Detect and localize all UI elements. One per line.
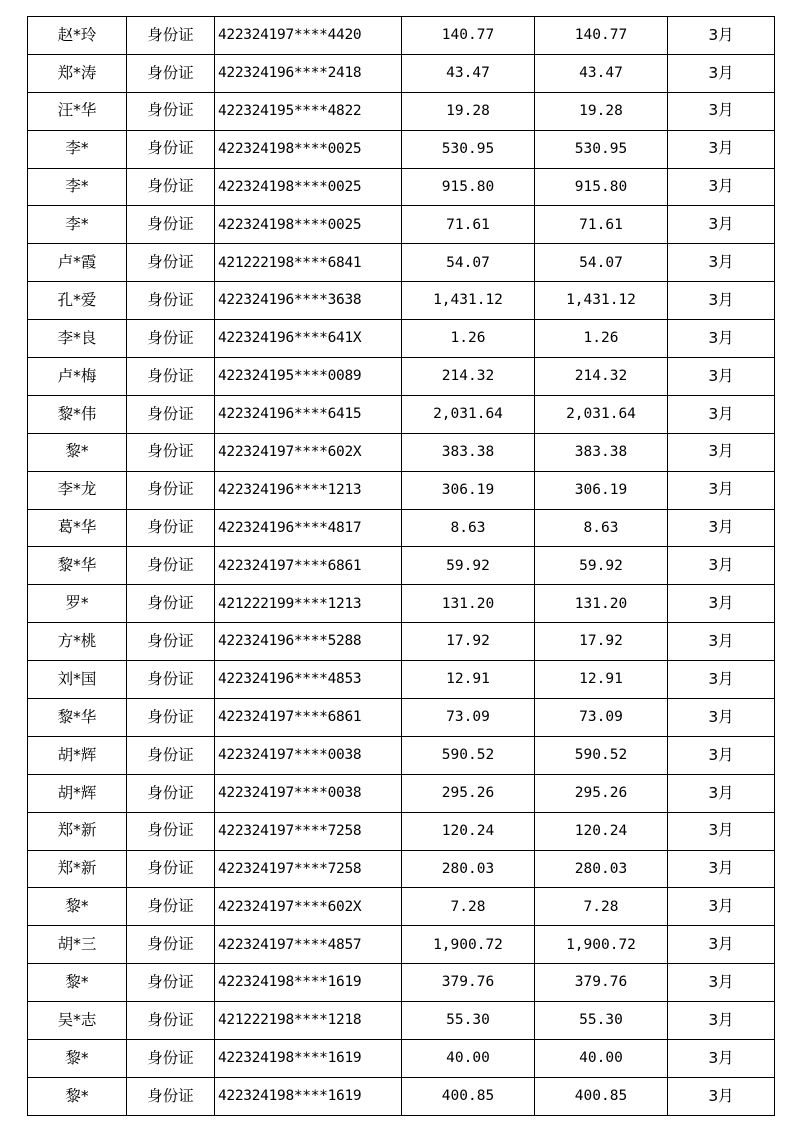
id-type-cell: 身份证 — [127, 926, 215, 964]
name-cell: 葛*华 — [28, 509, 127, 547]
table-row — [28, 282, 775, 320]
id-number-cell: 421222198****6841 — [215, 244, 402, 282]
amount-cell: 7.28 — [402, 888, 535, 926]
payment-table — [27, 16, 775, 1116]
table-row — [28, 92, 775, 130]
id-type-cell: 身份证 — [127, 168, 215, 206]
name-cell: 李*良 — [28, 320, 127, 358]
month-cell: 3月 — [668, 433, 775, 471]
table-row — [28, 509, 775, 547]
month-cell: 3月 — [668, 130, 775, 168]
id-number-cell: 422324197****7258 — [215, 850, 402, 888]
amount-cell: 120.24 — [402, 812, 535, 850]
table-row — [28, 699, 775, 737]
amount-total-cell: 214.32 — [535, 358, 668, 396]
amount-total-cell: 915.80 — [535, 168, 668, 206]
amount-cell: 306.19 — [402, 471, 535, 509]
name-cell: 李* — [28, 168, 127, 206]
month-cell: 3月 — [668, 661, 775, 699]
table-row — [28, 433, 775, 471]
id-type-cell: 身份证 — [127, 433, 215, 471]
month-cell: 3月 — [668, 547, 775, 585]
amount-total-cell: 17.92 — [535, 623, 668, 661]
id-number-cell: 422324197****0038 — [215, 736, 402, 774]
amount-total-cell: 1.26 — [535, 320, 668, 358]
name-cell: 黎*华 — [28, 547, 127, 585]
id-type-cell: 身份证 — [127, 471, 215, 509]
id-number-cell: 422324196****6415 — [215, 395, 402, 433]
amount-cell: 530.95 — [402, 130, 535, 168]
id-number-cell: 422324196****1213 — [215, 471, 402, 509]
amount-total-cell: 120.24 — [535, 812, 668, 850]
amount-cell: 17.92 — [402, 623, 535, 661]
amount-cell: 400.85 — [402, 1077, 535, 1115]
amount-total-cell: 7.28 — [535, 888, 668, 926]
month-cell: 3月 — [668, 964, 775, 1002]
id-number-cell: 422324196****641X — [215, 320, 402, 358]
id-number-cell: 422324197****0038 — [215, 774, 402, 812]
amount-total-cell: 40.00 — [535, 1040, 668, 1078]
table-body — [28, 17, 775, 1116]
month-cell: 3月 — [668, 812, 775, 850]
month-cell: 3月 — [668, 509, 775, 547]
amount-cell: 73.09 — [402, 699, 535, 737]
amount-cell: 59.92 — [402, 547, 535, 585]
table-row — [28, 1077, 775, 1115]
month-cell: 3月 — [668, 395, 775, 433]
id-number-cell: 422324195****0089 — [215, 358, 402, 396]
month-cell: 3月 — [668, 168, 775, 206]
amount-cell: 379.76 — [402, 964, 535, 1002]
table-row — [28, 206, 775, 244]
amount-total-cell: 12.91 — [535, 661, 668, 699]
amount-total-cell: 19.28 — [535, 92, 668, 130]
table-row — [28, 964, 775, 1002]
table-row — [28, 54, 775, 92]
amount-cell: 295.26 — [402, 774, 535, 812]
amount-total-cell: 306.19 — [535, 471, 668, 509]
amount-total-cell: 590.52 — [535, 736, 668, 774]
month-cell: 3月 — [668, 17, 775, 55]
id-number-cell: 422324196****5288 — [215, 623, 402, 661]
amount-total-cell: 295.26 — [535, 774, 668, 812]
amount-cell: 54.07 — [402, 244, 535, 282]
month-cell: 3月 — [668, 585, 775, 623]
id-number-cell: 421222199****1213 — [215, 585, 402, 623]
name-cell: 卢*梅 — [28, 358, 127, 396]
amount-cell: 214.32 — [402, 358, 535, 396]
table-row — [28, 168, 775, 206]
amount-cell: 40.00 — [402, 1040, 535, 1078]
table-row — [28, 395, 775, 433]
id-type-cell: 身份证 — [127, 699, 215, 737]
id-number-cell: 422324198****1619 — [215, 1040, 402, 1078]
id-type-cell: 身份证 — [127, 54, 215, 92]
id-type-cell: 身份证 — [127, 774, 215, 812]
id-type-cell: 身份证 — [127, 736, 215, 774]
table-row — [28, 774, 775, 812]
amount-total-cell: 71.61 — [535, 206, 668, 244]
table-row — [28, 736, 775, 774]
month-cell: 3月 — [668, 92, 775, 130]
table-row — [28, 130, 775, 168]
amount-cell: 1.26 — [402, 320, 535, 358]
id-type-cell: 身份证 — [127, 395, 215, 433]
amount-cell: 2,031.64 — [402, 395, 535, 433]
id-type-cell: 身份证 — [127, 1040, 215, 1078]
month-cell: 3月 — [668, 54, 775, 92]
id-number-cell: 422324197****6861 — [215, 699, 402, 737]
table-row — [28, 358, 775, 396]
month-cell: 3月 — [668, 699, 775, 737]
name-cell: 刘*国 — [28, 661, 127, 699]
month-cell: 3月 — [668, 850, 775, 888]
amount-total-cell: 73.09 — [535, 699, 668, 737]
month-cell: 3月 — [668, 358, 775, 396]
amount-cell: 12.91 — [402, 661, 535, 699]
id-number-cell: 422324196****4853 — [215, 661, 402, 699]
id-type-cell: 身份证 — [127, 358, 215, 396]
name-cell: 卢*霞 — [28, 244, 127, 282]
month-cell: 3月 — [668, 736, 775, 774]
id-type-cell: 身份证 — [127, 1002, 215, 1040]
id-number-cell: 422324198****1619 — [215, 1077, 402, 1115]
id-number-cell: 422324197****602X — [215, 888, 402, 926]
table-row — [28, 17, 775, 55]
amount-cell: 280.03 — [402, 850, 535, 888]
month-cell: 3月 — [668, 1040, 775, 1078]
amount-total-cell: 140.77 — [535, 17, 668, 55]
id-number-cell: 422324197****4420 — [215, 17, 402, 55]
month-cell: 3月 — [668, 774, 775, 812]
month-cell: 3月 — [668, 926, 775, 964]
month-cell: 3月 — [668, 1002, 775, 1040]
id-type-cell: 身份证 — [127, 244, 215, 282]
amount-total-cell: 8.63 — [535, 509, 668, 547]
name-cell: 李*龙 — [28, 471, 127, 509]
amount-cell: 71.61 — [402, 206, 535, 244]
id-number-cell: 422324196****3638 — [215, 282, 402, 320]
id-number-cell: 422324196****2418 — [215, 54, 402, 92]
name-cell: 李* — [28, 206, 127, 244]
name-cell: 罗* — [28, 585, 127, 623]
table-row — [28, 320, 775, 358]
amount-cell: 55.30 — [402, 1002, 535, 1040]
table-row — [28, 623, 775, 661]
month-cell: 3月 — [668, 1077, 775, 1115]
id-type-cell: 身份证 — [127, 888, 215, 926]
amount-cell: 43.47 — [402, 54, 535, 92]
id-number-cell: 422324196****4817 — [215, 509, 402, 547]
name-cell: 胡*三 — [28, 926, 127, 964]
table-row — [28, 888, 775, 926]
id-type-cell: 身份证 — [127, 585, 215, 623]
month-cell: 3月 — [668, 282, 775, 320]
amount-total-cell: 2,031.64 — [535, 395, 668, 433]
name-cell: 胡*辉 — [28, 774, 127, 812]
id-type-cell: 身份证 — [127, 130, 215, 168]
id-type-cell: 身份证 — [127, 509, 215, 547]
amount-cell: 383.38 — [402, 433, 535, 471]
id-type-cell: 身份证 — [127, 92, 215, 130]
name-cell: 郑*涛 — [28, 54, 127, 92]
table-row — [28, 244, 775, 282]
amount-total-cell: 59.92 — [535, 547, 668, 585]
table-row — [28, 812, 775, 850]
name-cell: 孔*爱 — [28, 282, 127, 320]
amount-total-cell: 1,900.72 — [535, 926, 668, 964]
id-type-cell: 身份证 — [127, 812, 215, 850]
name-cell: 郑*新 — [28, 812, 127, 850]
amount-total-cell: 131.20 — [535, 585, 668, 623]
id-type-cell: 身份证 — [127, 547, 215, 585]
id-type-cell: 身份证 — [127, 206, 215, 244]
name-cell: 黎* — [28, 1077, 127, 1115]
table-row — [28, 1002, 775, 1040]
id-number-cell: 422324198****0025 — [215, 206, 402, 244]
table-row — [28, 850, 775, 888]
month-cell: 3月 — [668, 320, 775, 358]
id-type-cell: 身份证 — [127, 17, 215, 55]
amount-total-cell: 280.03 — [535, 850, 668, 888]
amount-cell: 8.63 — [402, 509, 535, 547]
name-cell: 郑*新 — [28, 850, 127, 888]
table-row — [28, 547, 775, 585]
amount-total-cell: 530.95 — [535, 130, 668, 168]
amount-cell: 140.77 — [402, 17, 535, 55]
name-cell: 李* — [28, 130, 127, 168]
month-cell: 3月 — [668, 471, 775, 509]
id-number-cell: 422324197****4857 — [215, 926, 402, 964]
amount-cell: 1,900.72 — [402, 926, 535, 964]
name-cell: 赵*玲 — [28, 17, 127, 55]
amount-total-cell: 55.30 — [535, 1002, 668, 1040]
amount-cell: 131.20 — [402, 585, 535, 623]
month-cell: 3月 — [668, 623, 775, 661]
amount-cell: 19.28 — [402, 92, 535, 130]
month-cell: 3月 — [668, 888, 775, 926]
name-cell: 黎* — [28, 1040, 127, 1078]
name-cell: 黎* — [28, 433, 127, 471]
id-type-cell: 身份证 — [127, 661, 215, 699]
table-row — [28, 1040, 775, 1078]
id-type-cell: 身份证 — [127, 964, 215, 1002]
id-number-cell: 422324198****0025 — [215, 130, 402, 168]
id-type-cell: 身份证 — [127, 282, 215, 320]
table-row — [28, 585, 775, 623]
amount-cell: 1,431.12 — [402, 282, 535, 320]
name-cell: 汪*华 — [28, 92, 127, 130]
amount-total-cell: 43.47 — [535, 54, 668, 92]
id-type-cell: 身份证 — [127, 850, 215, 888]
id-number-cell: 422324195****4822 — [215, 92, 402, 130]
amount-total-cell: 400.85 — [535, 1077, 668, 1115]
id-number-cell: 422324198****1619 — [215, 964, 402, 1002]
month-cell: 3月 — [668, 244, 775, 282]
id-number-cell: 422324197****6861 — [215, 547, 402, 585]
amount-cell: 590.52 — [402, 736, 535, 774]
amount-total-cell: 379.76 — [535, 964, 668, 1002]
name-cell: 黎* — [28, 964, 127, 1002]
id-number-cell: 422324198****0025 — [215, 168, 402, 206]
name-cell: 胡*辉 — [28, 736, 127, 774]
amount-total-cell: 383.38 — [535, 433, 668, 471]
amount-total-cell: 54.07 — [535, 244, 668, 282]
id-number-cell: 422324197****7258 — [215, 812, 402, 850]
name-cell: 黎*华 — [28, 699, 127, 737]
table-row — [28, 661, 775, 699]
id-type-cell: 身份证 — [127, 320, 215, 358]
amount-cell: 915.80 — [402, 168, 535, 206]
name-cell: 方*桃 — [28, 623, 127, 661]
id-number-cell: 421222198****1218 — [215, 1002, 402, 1040]
table-row — [28, 471, 775, 509]
name-cell: 黎* — [28, 888, 127, 926]
amount-total-cell: 1,431.12 — [535, 282, 668, 320]
name-cell: 吴*志 — [28, 1002, 127, 1040]
month-cell: 3月 — [668, 206, 775, 244]
id-type-cell: 身份证 — [127, 623, 215, 661]
id-type-cell: 身份证 — [127, 1077, 215, 1115]
table-row — [28, 926, 775, 964]
id-number-cell: 422324197****602X — [215, 433, 402, 471]
name-cell: 黎*伟 — [28, 395, 127, 433]
